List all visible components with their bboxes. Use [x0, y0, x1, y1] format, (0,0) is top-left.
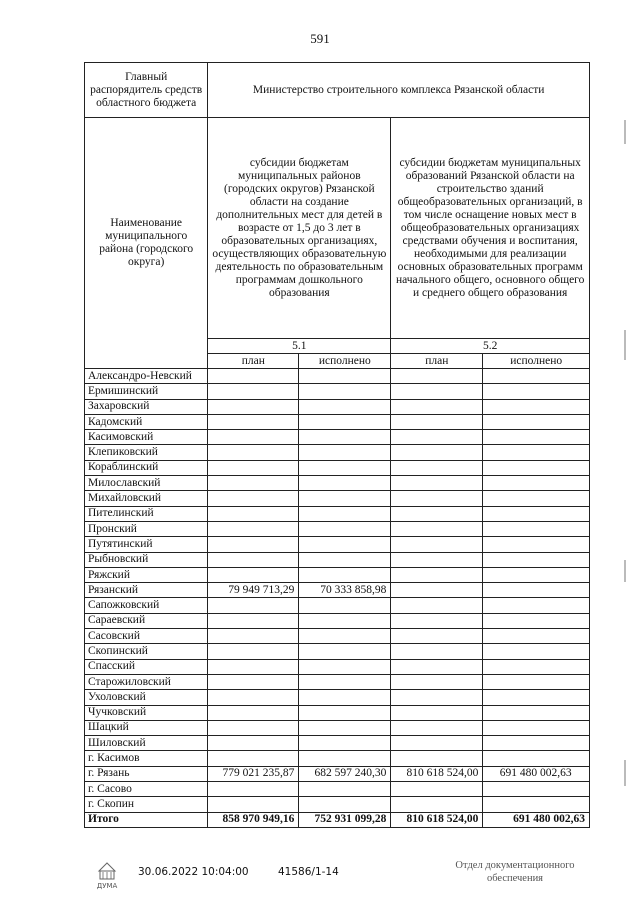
exec-5-1 — [299, 736, 391, 751]
exec-5-1 — [299, 598, 391, 613]
exec-5-2 — [483, 414, 590, 429]
table-row — [85, 583, 590, 598]
district-name: Чучковский — [85, 705, 208, 720]
plan-5-2 — [391, 659, 483, 674]
table-row — [85, 460, 590, 475]
seal-text: ДУМА — [96, 882, 118, 890]
exec-5-1 — [299, 537, 391, 552]
exec-5-2 — [483, 537, 590, 552]
table-row — [85, 598, 590, 613]
plan-5-1 — [208, 720, 299, 735]
plan-5-2 — [391, 445, 483, 460]
plan-5-1 — [208, 598, 299, 613]
code-5-2: 5.2 — [391, 339, 590, 354]
district-name: Сапожковский — [85, 598, 208, 613]
plan-5-2 — [391, 720, 483, 735]
plan-5-2 — [391, 384, 483, 399]
exec-5-2 — [483, 797, 590, 812]
document-id: 41586/1-14 — [278, 866, 339, 878]
plan-5-2 — [391, 674, 483, 689]
plan-5-1 — [208, 629, 299, 644]
exec-5-1 — [299, 644, 391, 659]
exec-5-2 — [483, 476, 590, 491]
exec-5-2 — [483, 598, 590, 613]
plan-header-1: план — [208, 354, 299, 369]
exec-header-1: исполнено — [299, 354, 391, 369]
district-name: г. Сасово — [85, 782, 208, 797]
plan-5-2 — [391, 491, 483, 506]
district-name: Кораблинский — [85, 460, 208, 475]
table-row — [85, 369, 590, 384]
plan-5-1 — [208, 506, 299, 521]
exec-5-2 — [483, 491, 590, 506]
district-name: Сараевский — [85, 613, 208, 628]
plan-5-1: 779 021 235,87 — [208, 766, 299, 781]
table-row — [85, 613, 590, 628]
table-row — [85, 705, 590, 720]
exec-5-1 — [299, 384, 391, 399]
plan-5-2 — [391, 521, 483, 536]
total-plan-5-1: 858 970 949,16 — [208, 812, 299, 827]
plan-5-1 — [208, 674, 299, 689]
district-name: Сасовский — [85, 629, 208, 644]
plan-5-1 — [208, 491, 299, 506]
page-footer — [0, 857, 640, 897]
district-name: Захаровский — [85, 399, 208, 414]
plan-5-2 — [391, 552, 483, 567]
plan-5-1 — [208, 613, 299, 628]
exec-5-2 — [483, 369, 590, 384]
scan-edge-mark — [624, 560, 626, 582]
district-name: Клепиковский — [85, 445, 208, 460]
district-name: Александро-Невский — [85, 369, 208, 384]
district-name: г. Рязань — [85, 766, 208, 781]
plan-5-1 — [208, 430, 299, 445]
plan-5-2 — [391, 537, 483, 552]
district-name: Ухоловский — [85, 690, 208, 705]
table-row — [85, 736, 590, 751]
table-row — [85, 567, 590, 582]
total-exec-5-1: 752 931 099,28 — [299, 812, 391, 827]
exec-5-2: 691 480 002,63 — [483, 766, 590, 781]
table-row — [85, 476, 590, 491]
stamp-line-1: Отдел документационного — [455, 860, 575, 871]
exec-5-2 — [483, 399, 590, 414]
plan-5-2 — [391, 598, 483, 613]
exec-5-2 — [483, 506, 590, 521]
plan-5-1 — [208, 476, 299, 491]
district-name: Кадомский — [85, 414, 208, 429]
exec-5-2 — [483, 552, 590, 567]
exec-5-2 — [483, 460, 590, 475]
exec-5-1 — [299, 430, 391, 445]
plan-5-2 — [391, 705, 483, 720]
table-row — [85, 690, 590, 705]
plan-5-2 — [391, 629, 483, 644]
exec-5-1 — [299, 567, 391, 582]
plan-5-2 — [391, 583, 483, 598]
district-name: Старожиловский — [85, 674, 208, 689]
plan-5-1 — [208, 552, 299, 567]
plan-5-1 — [208, 384, 299, 399]
district-name: Михайловский — [85, 491, 208, 506]
exec-5-2 — [483, 705, 590, 720]
plan-5-1 — [208, 399, 299, 414]
district-name: Рыбновский — [85, 552, 208, 567]
exec-5-2 — [483, 736, 590, 751]
exec-5-1 — [299, 720, 391, 735]
department-stamp — [430, 859, 600, 885]
table-row — [85, 644, 590, 659]
table-row — [85, 659, 590, 674]
exec-5-2 — [483, 567, 590, 582]
exec-5-1 — [299, 476, 391, 491]
plan-5-2 — [391, 797, 483, 812]
exec-5-2 — [483, 384, 590, 399]
plan-5-1 — [208, 659, 299, 674]
table-row — [85, 674, 590, 689]
page-number: 591 — [310, 31, 330, 46]
stamp-line-2: обеспечения — [486, 873, 544, 884]
district-name: Путятинский — [85, 537, 208, 552]
table-row — [85, 506, 590, 521]
plan-5-2 — [391, 613, 483, 628]
scan-edge-mark — [624, 760, 626, 786]
plan-5-1 — [208, 445, 299, 460]
exec-5-1: 682 597 240,30 — [299, 766, 391, 781]
plan-5-2 — [391, 644, 483, 659]
exec-5-2 — [483, 782, 590, 797]
plan-5-2 — [391, 414, 483, 429]
plan-5-1 — [208, 644, 299, 659]
exec-5-2 — [483, 583, 590, 598]
table-row — [85, 751, 590, 766]
district-name: г. Скопин — [85, 797, 208, 812]
exec-5-1 — [299, 797, 391, 812]
table-row — [85, 537, 590, 552]
exec-5-1 — [299, 674, 391, 689]
exec-5-2 — [483, 521, 590, 536]
table-row — [85, 720, 590, 735]
total-label: Итого — [85, 812, 208, 827]
district-name: Рязанский — [85, 583, 208, 598]
table-row — [85, 384, 590, 399]
table-row — [85, 445, 590, 460]
exec-5-1 — [299, 414, 391, 429]
duma-seal-icon — [90, 857, 124, 891]
exec-5-2 — [483, 659, 590, 674]
table-row — [85, 491, 590, 506]
plan-5-2 — [391, 430, 483, 445]
scan-edge-mark — [624, 120, 626, 144]
table-row — [85, 782, 590, 797]
district-name: Шацкий — [85, 720, 208, 735]
plan-5-1 — [208, 369, 299, 384]
exec-5-1 — [299, 751, 391, 766]
plan-5-1 — [208, 736, 299, 751]
district-name: Пителинский — [85, 506, 208, 521]
exec-5-2 — [483, 613, 590, 628]
plan-5-2 — [391, 460, 483, 475]
timestamp: 30.06.2022 10:04:00 — [138, 866, 249, 878]
plan-5-2 — [391, 369, 483, 384]
exec-5-2 — [483, 445, 590, 460]
exec-5-1 — [299, 445, 391, 460]
exec-5-2 — [483, 674, 590, 689]
exec-5-1 — [299, 460, 391, 475]
plan-5-1 — [208, 537, 299, 552]
exec-5-1 — [299, 506, 391, 521]
plan-5-1 — [208, 521, 299, 536]
exec-5-1: 70 333 858,98 — [299, 583, 391, 598]
plan-5-1 — [208, 414, 299, 429]
exec-header-2: исполнено — [483, 354, 590, 369]
plan-5-1 — [208, 705, 299, 720]
district-name: Ермишинский — [85, 384, 208, 399]
district-name: Ряжский — [85, 567, 208, 582]
district-name: Скопинский — [85, 644, 208, 659]
budget-table — [84, 62, 590, 828]
name-column-header: Наименование муниципального района (городского округа) — [85, 118, 208, 369]
table-row — [85, 430, 590, 445]
plan-5-1 — [208, 567, 299, 582]
exec-5-2 — [483, 629, 590, 644]
exec-5-1 — [299, 705, 391, 720]
main-manager-header: Главный распорядитель средств областного бюджета — [85, 63, 208, 118]
plan-5-1 — [208, 690, 299, 705]
exec-5-1 — [299, 659, 391, 674]
exec-5-2 — [483, 644, 590, 659]
plan-5-2 — [391, 782, 483, 797]
table-row — [85, 629, 590, 644]
exec-5-2 — [483, 430, 590, 445]
exec-5-1 — [299, 690, 391, 705]
plan-5-2 — [391, 506, 483, 521]
table-row — [85, 797, 590, 812]
table-body — [85, 369, 590, 813]
exec-5-2 — [483, 690, 590, 705]
exec-5-1 — [299, 629, 391, 644]
total-plan-5-2: 810 618 524,00 — [391, 812, 483, 827]
table-row — [85, 399, 590, 414]
district-name: Шиловский — [85, 736, 208, 751]
plan-5-1 — [208, 782, 299, 797]
plan-5-1 — [208, 751, 299, 766]
scan-edge-mark — [624, 330, 626, 360]
plan-5-1 — [208, 797, 299, 812]
subsidy-2-header: субсидии бюджетам муниципальных образований Рязанской области на строительство зданий общеобразовательных организаций, в том числе оснащение новых мест в общеобразовательных организациях средствами обучения и воспитания, необходимыми для реализации основных образовательных программ начального общего, основного общего и среднего общего образования — [391, 118, 590, 339]
code-5-1: 5.1 — [208, 339, 391, 354]
ministry-header: Министерство строительного комплекса Рязанской области — [208, 63, 590, 118]
table-row — [85, 552, 590, 567]
plan-header-2: план — [391, 354, 483, 369]
plan-5-1: 79 949 713,29 — [208, 583, 299, 598]
plan-5-2 — [391, 736, 483, 751]
exec-5-1 — [299, 369, 391, 384]
table-row — [85, 414, 590, 429]
total-row — [85, 812, 590, 827]
plan-5-1 — [208, 460, 299, 475]
table-row — [85, 766, 590, 781]
plan-5-2 — [391, 567, 483, 582]
subsidy-1-header: субсидии бюджетам муниципальных районов (городских округов) Рязанской области на создание дополнительных мест для детей в возрасте от 1,5 до 3 лет в образовательных организациях, осуществляющих образовательную деятельность по образовательным программам дошкольного образования — [208, 118, 391, 339]
plan-5-2 — [391, 690, 483, 705]
exec-5-1 — [299, 521, 391, 536]
exec-5-1 — [299, 782, 391, 797]
district-name: Милославский — [85, 476, 208, 491]
plan-5-2: 810 618 524,00 — [391, 766, 483, 781]
exec-5-1 — [299, 613, 391, 628]
exec-5-1 — [299, 491, 391, 506]
plan-5-2 — [391, 751, 483, 766]
district-name: г. Касимов — [85, 751, 208, 766]
total-exec-5-2: 691 480 002,63 — [483, 812, 590, 827]
exec-5-1 — [299, 552, 391, 567]
exec-5-2 — [483, 751, 590, 766]
exec-5-1 — [299, 399, 391, 414]
plan-5-2 — [391, 399, 483, 414]
exec-5-2 — [483, 720, 590, 735]
district-name: Пронский — [85, 521, 208, 536]
plan-5-2 — [391, 476, 483, 491]
table-row — [85, 521, 590, 536]
district-name: Спасский — [85, 659, 208, 674]
district-name: Касимовский — [85, 430, 208, 445]
